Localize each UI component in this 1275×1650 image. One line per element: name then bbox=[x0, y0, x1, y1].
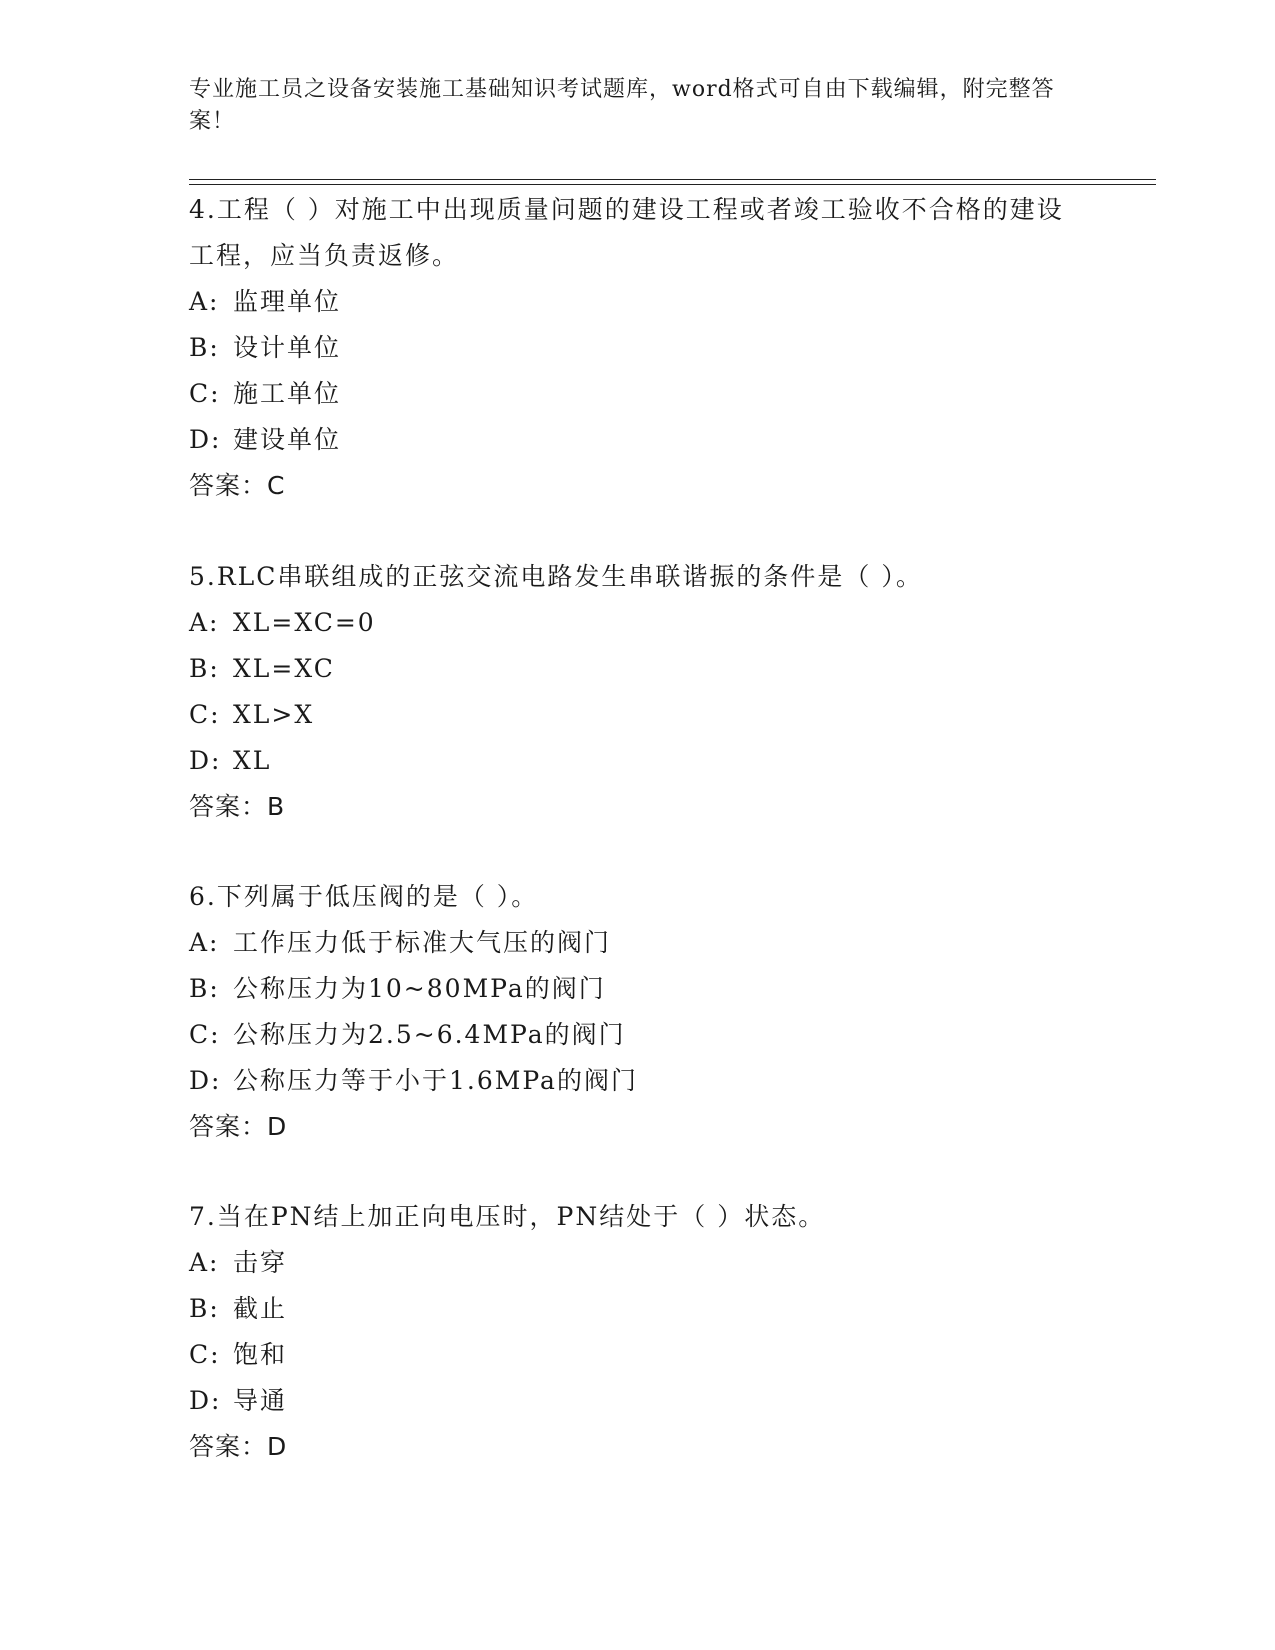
option-letter: A: bbox=[189, 608, 220, 637]
question-6 bbox=[189, 874, 1089, 1150]
option-text: 建设单位 bbox=[233, 425, 342, 454]
option-letter: D: bbox=[189, 1066, 222, 1095]
header-divider-bottom bbox=[189, 184, 1156, 185]
option-letter: A: bbox=[189, 287, 220, 316]
option-b bbox=[189, 966, 1089, 1012]
question-text: 7.当在PN结上加正向电压时，PN结处于（ ）状态。 bbox=[189, 1202, 826, 1231]
option-letter: C: bbox=[189, 700, 221, 729]
option-text: 截止 bbox=[233, 1294, 288, 1323]
option-d bbox=[189, 738, 1089, 784]
option-letter: B: bbox=[189, 1294, 220, 1323]
option-d bbox=[189, 1378, 1089, 1424]
option-d bbox=[189, 417, 1089, 463]
option-a bbox=[189, 600, 1089, 646]
option-text: 施工单位 bbox=[233, 379, 342, 408]
question-4 bbox=[189, 187, 1089, 509]
option-letter: C: bbox=[189, 1020, 221, 1049]
option-letter: B: bbox=[189, 654, 220, 683]
option-c bbox=[189, 1012, 1089, 1058]
question-text: 6.下列属于低压阀的是（ ）。 bbox=[189, 882, 539, 911]
question-text: 4.工程（ ）对施工中出现质量问题的建设工程或者竣工验收不合格的建设工程，应当负责返修。 bbox=[189, 195, 1064, 270]
option-text: 饱和 bbox=[233, 1340, 288, 1369]
question-text: 5.RLC串联组成的正弦交流电路发生串联谐振的条件是（ ）。 bbox=[189, 562, 923, 591]
option-c bbox=[189, 1332, 1089, 1378]
option-letter: D: bbox=[189, 425, 222, 454]
answer: 答案：B bbox=[189, 792, 286, 821]
option-text: 击穿 bbox=[233, 1248, 288, 1277]
option-c bbox=[189, 692, 1089, 738]
option-text: XL=XC=0 bbox=[233, 608, 376, 637]
option-c bbox=[189, 371, 1089, 417]
option-text: 导通 bbox=[233, 1386, 288, 1415]
option-text: XL bbox=[233, 746, 272, 775]
option-letter: C: bbox=[189, 379, 221, 408]
option-a bbox=[189, 1240, 1089, 1286]
option-letter: A: bbox=[189, 928, 220, 957]
option-b bbox=[189, 646, 1089, 692]
option-text: 监理单位 bbox=[233, 287, 342, 316]
option-d bbox=[189, 1058, 1089, 1104]
option-b bbox=[189, 325, 1089, 371]
option-text: 公称压力等于小于1.6MPa的阀门 bbox=[233, 1066, 638, 1095]
option-text: 设计单位 bbox=[233, 333, 342, 362]
header-note: 专业施工员之设备安装施工基础知识考试题库，word格式可自由下载编辑，附完整答案！ bbox=[189, 77, 1055, 134]
question-7 bbox=[189, 1194, 1089, 1470]
option-letter: B: bbox=[189, 333, 220, 362]
header-divider-top bbox=[189, 179, 1156, 180]
option-text: 工作压力低于标准大气压的阀门 bbox=[233, 928, 612, 957]
option-letter: A: bbox=[189, 1248, 220, 1277]
question-5 bbox=[189, 554, 1089, 830]
option-a bbox=[189, 279, 1089, 325]
option-text: XL>X bbox=[233, 700, 315, 729]
option-text: XL=XC bbox=[233, 654, 335, 683]
option-text: 公称压力为10~80MPa的阀门 bbox=[233, 974, 606, 1003]
option-b bbox=[189, 1286, 1089, 1332]
option-a bbox=[189, 920, 1089, 966]
answer: 答案：C bbox=[189, 471, 286, 500]
option-letter: C: bbox=[189, 1340, 221, 1369]
option-letter: D: bbox=[189, 746, 222, 775]
option-letter: B: bbox=[189, 974, 220, 1003]
answer: 答案：D bbox=[189, 1432, 288, 1461]
answer: 答案：D bbox=[189, 1112, 288, 1141]
option-text: 公称压力为2.5~6.4MPa的阀门 bbox=[233, 1020, 626, 1049]
option-letter: D: bbox=[189, 1386, 222, 1415]
